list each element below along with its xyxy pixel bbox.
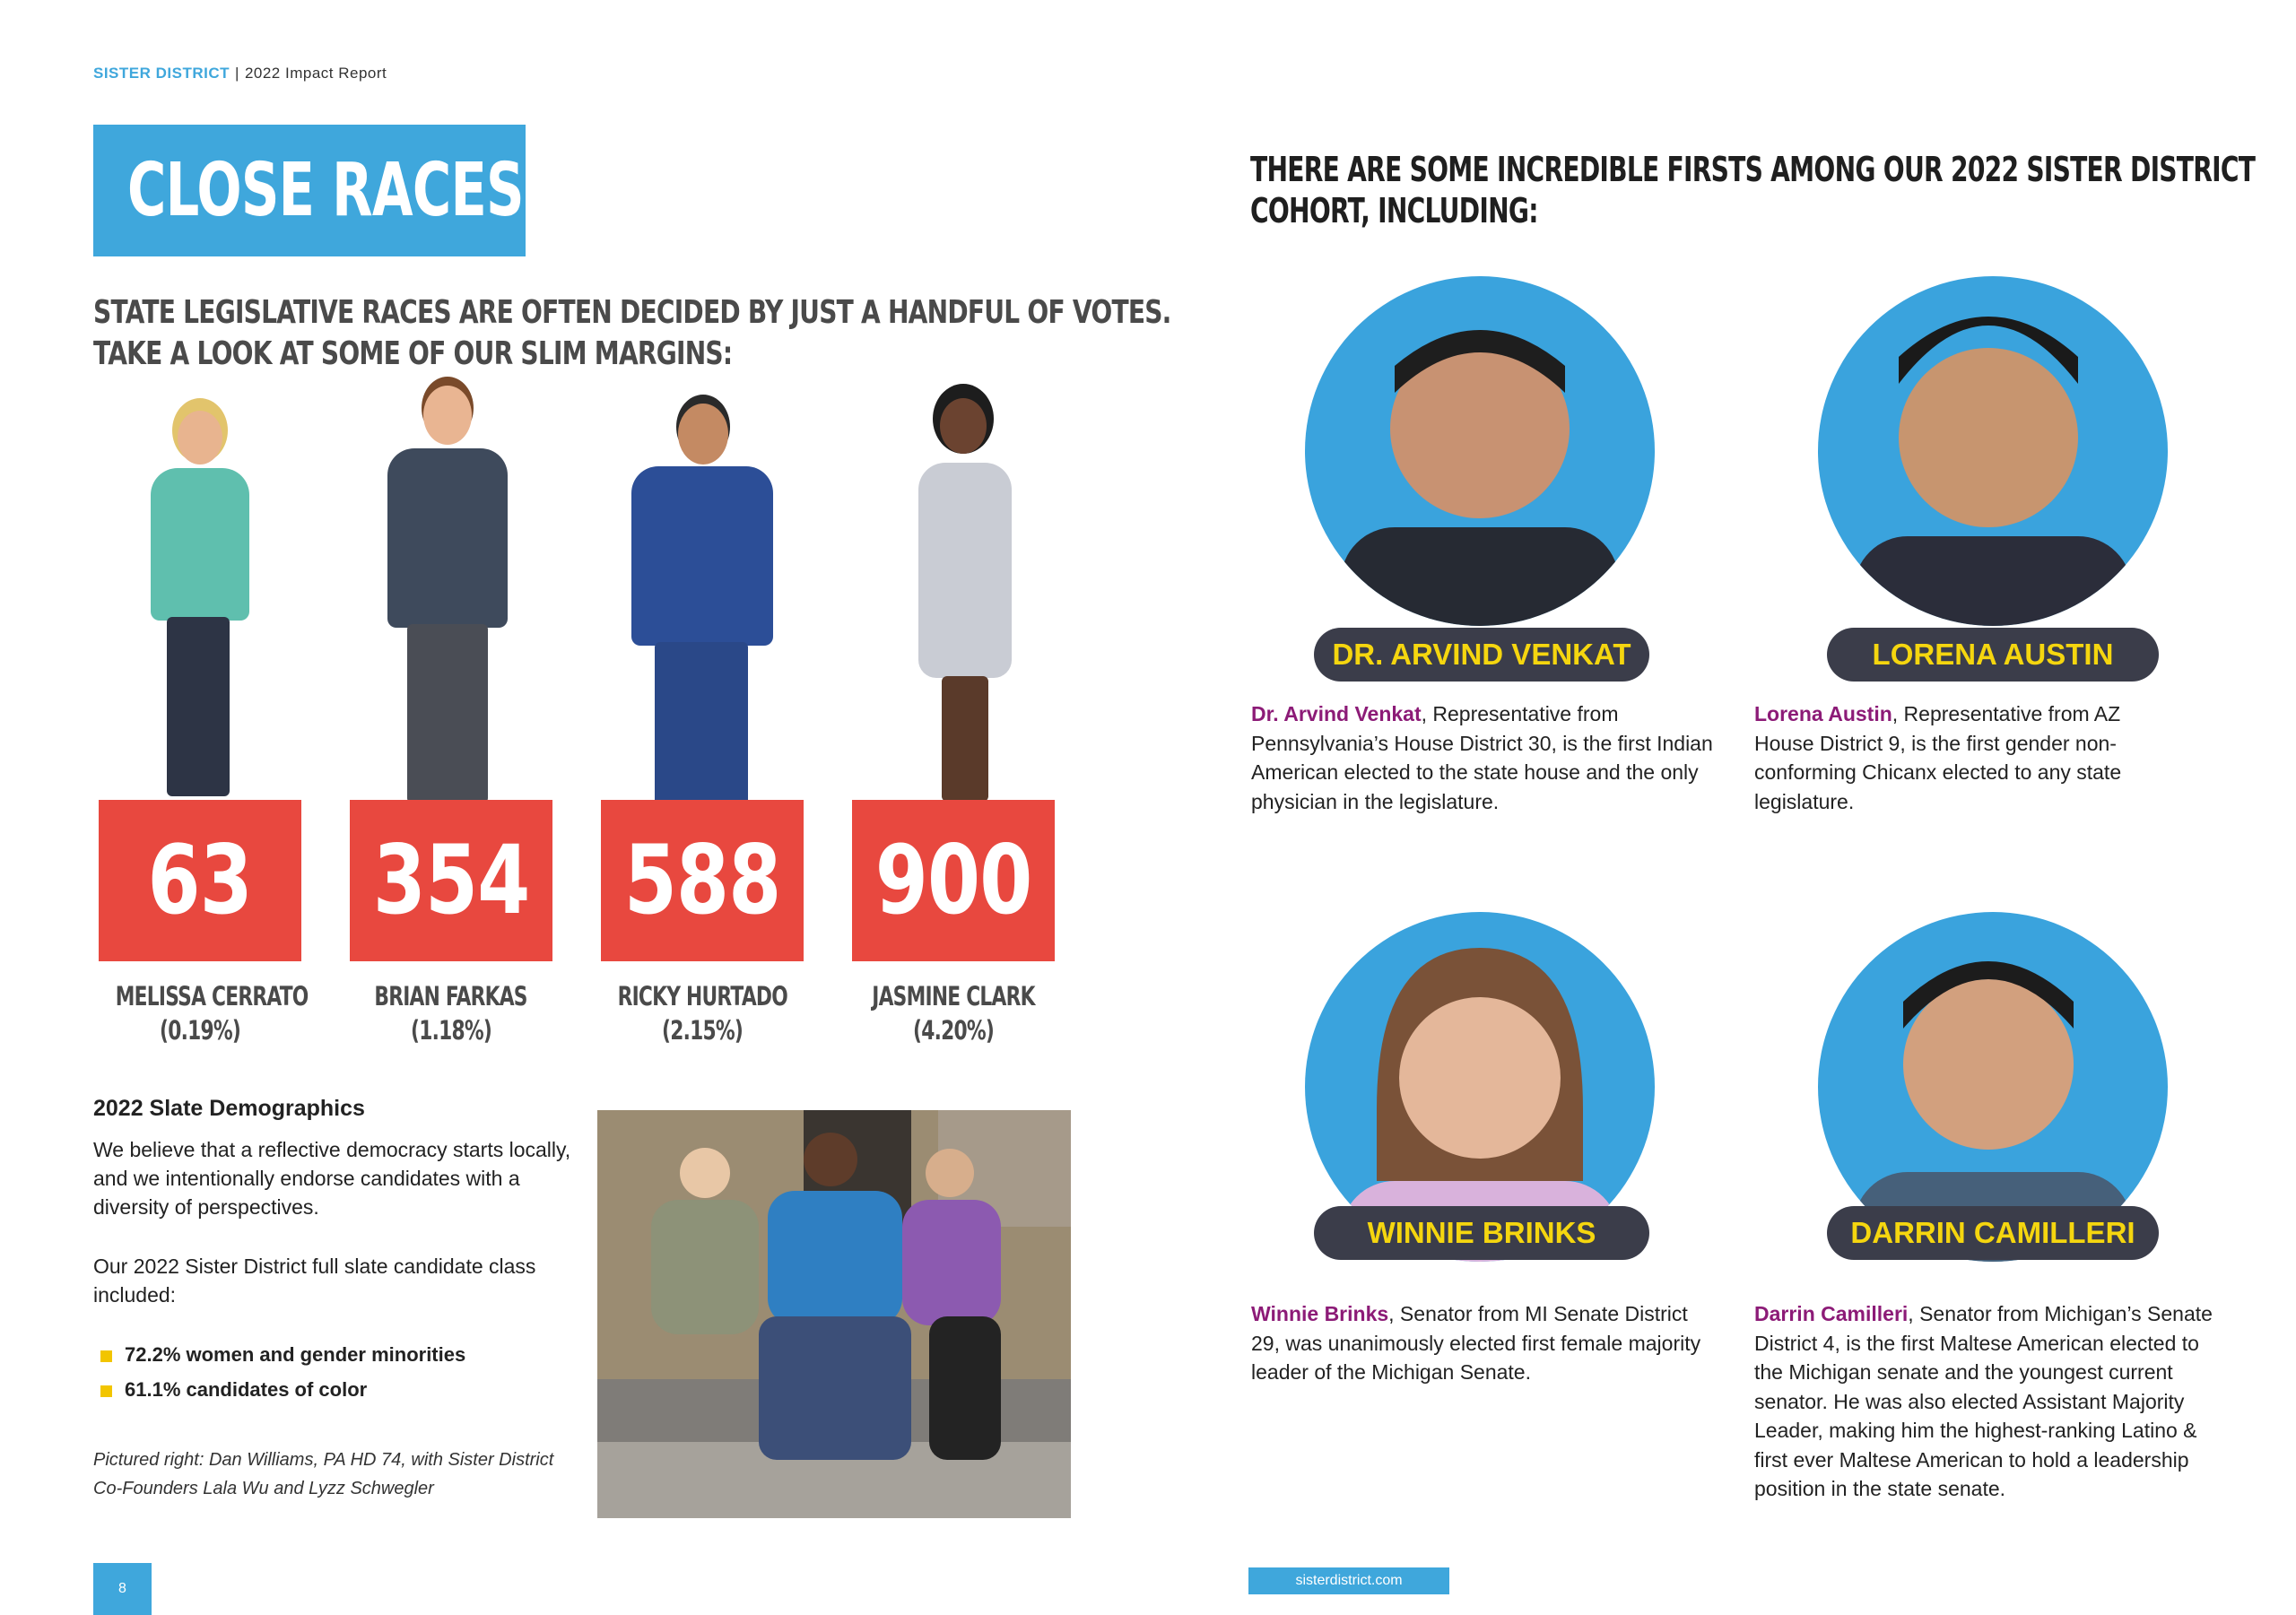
candidate-margin: (2.15%) [661,1015,744,1046]
candidate-name: BRIAN FARKAS [374,981,528,1012]
bio-name: Dr. Arvind Venkat [1251,702,1422,725]
vote-count: 354 [372,825,530,935]
portrait-arvind-venkat [1305,276,1655,626]
candidate-photo-ricky-hurtado [626,400,778,830]
close-races-subtitle [93,292,1171,375]
candidate-photo-melissa-cerrato [140,405,257,827]
vote-count: 900 [874,825,1032,935]
candidate-name: RICKY HURTADO [617,981,787,1012]
vote-margin-box [350,800,552,961]
header-separator: | [235,65,239,82]
report-title: 2022 Impact Report [244,65,387,82]
firsts-heading [1250,149,2256,231]
report-header [93,65,387,82]
name-pill-darrin-camilleri: DARRIN CAMILLERI [1827,1206,2159,1260]
candidate-label [335,979,568,1047]
close-races-banner [93,125,526,256]
page-number: 8 [93,1563,152,1615]
bio-name: Darrin Camilleri [1754,1302,1909,1325]
bullet-marker [100,1350,112,1362]
name-pill-winnie-brinks: WINNIE BRINKS [1314,1206,1649,1260]
candidate-photo-jasmine-clark [902,391,1028,821]
bio-text: , Representative from Pennsylvania’s House District 30, is the first Indian American elected to the state house and the only physician in the legislature. [1251,702,1713,813]
bio-text: , Representative from AZ House District 9, is the first gender non-conforming Chicanx elected to any state legislature. [1754,702,2122,813]
footer-url[interactable]: sisterdistrict.com [1248,1567,1449,1594]
bullet-text: 72.2% women and gender minorities [125,1343,466,1366]
bio-darrin-camilleri [1754,1299,2230,1504]
candidate-name: JASMINE CLARK [872,981,1035,1012]
candidate-margin: (0.19%) [159,1015,241,1046]
group-photo-illustration [597,1110,1071,1518]
photo-caption: Pictured right: Dan Williams, PA HD 74, with Sister District Co-Founders Lala Wu and Lyzz Schwegler [93,1450,554,1498]
demographic-bullet [100,1378,367,1402]
candidate-label [83,979,317,1047]
candidate-name: MELISSA CERRATO [115,981,309,1012]
bullet-text: 61.1% candidates of color [125,1378,368,1401]
bio-lorena-austin [1754,699,2158,816]
subtitle-line-1: STATE LEGISLATIVE RACES ARE OFTEN DECIDED BY JUST A HANDFUL OF VOTES. [93,294,1171,331]
bio-winnie-brinks [1251,1299,1718,1387]
vote-margin-box [601,800,804,961]
name-pill-arvind-venkat: DR. ARVIND VENKAT [1314,628,1649,682]
bio-name: Lorena Austin [1754,702,1892,725]
demographic-bullet [100,1343,465,1367]
bio-name: Winnie Brinks [1251,1302,1389,1325]
candidate-label [837,979,1070,1047]
vote-margin-box [852,800,1055,961]
bio-arvind-venkat [1251,699,1718,816]
demographics-paragraph: Our 2022 Sister District full slate candidate class included: [93,1255,536,1307]
vote-margin-box [99,800,301,961]
bio-text: , Senator from Michigan’s Senate District 4, is the first Maltese American elected to the Michigan senate and the youngest current senator. He was also elected Assistant Majority Leader, making him the highest-ranking Latino & first ever Maltese American to hold a leadership position in the state senate. [1754,1302,2213,1500]
firsts-heading-line-2: COHORT, INCLUDING: [1250,191,1538,230]
vote-count: 588 [623,825,781,935]
bullet-marker [100,1385,112,1397]
name-pill-lorena-austin: LORENA AUSTIN [1827,628,2159,682]
close-races-title: CLOSE RACES [127,148,524,233]
firsts-heading-line-1: THERE ARE SOME INCREDIBLE FIRSTS AMONG OUR 2022 SISTER DISTRICT [1250,150,2256,189]
candidate-margin: (4.20%) [912,1015,995,1046]
demographics-title: 2022 Slate Demographics [93,1096,365,1121]
brand-name: SISTER DISTRICT [93,65,230,82]
bio-text: , Senator from MI Senate District 29, was unanimously elected first female majority leader of the Michigan Senate. [1251,1302,1701,1384]
subtitle-line-2: TAKE A LOOK AT SOME OF OUR SLIM MARGINS: [93,335,733,372]
portrait-lorena-austin [1818,276,2168,626]
candidate-photo-brian-farkas [380,384,515,823]
demographics-paragraph: We believe that a reflective democracy starts locally, and we intentionally endorse candidates with a diversity of perspectives. [93,1138,571,1219]
vote-count: 63 [147,825,253,935]
candidate-label [586,979,819,1047]
group-photo [597,1110,1071,1518]
candidate-margin: (1.18%) [410,1015,492,1046]
